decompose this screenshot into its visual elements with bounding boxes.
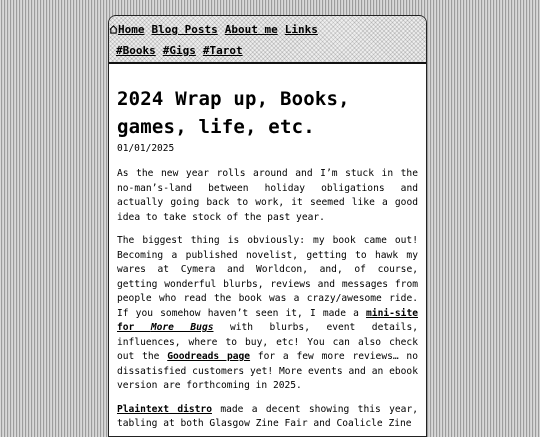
nav-home-link[interactable]: Home: [118, 23, 145, 36]
nav-home-link-wrap[interactable]: [109, 23, 145, 36]
post-paragraph-1: As the new year rolls around and I’m stuck in the no-man’s-land between holiday obligations and actually going back to work, it seemed like a good idea to take stock of the past year.: [117, 168, 418, 223]
page-card: [108, 15, 427, 437]
nav-tags-row: [116, 44, 243, 57]
tag-tarot-link[interactable]: #Tarot: [202, 44, 243, 57]
tag-gigs-link[interactable]: #Gigs: [162, 44, 196, 57]
site-nav: [109, 16, 426, 64]
paragraph-text: for a few more reviews… no dissatisfied customers yet! More events and an ebook version are forthcoming in 2025.: [117, 351, 418, 391]
paragraph-text: with blurbs, event details, influences, where to buy, etc! You can also check out the: [117, 322, 419, 362]
goodreads-link[interactable]: Goodreads page: [167, 351, 251, 362]
nav-links-link[interactable]: Links: [284, 23, 318, 36]
plaintext-distro-link[interactable]: Plaintext distro: [117, 403, 212, 415]
nav-blog-link[interactable]: Blog Posts: [151, 23, 218, 36]
paragraph-text: made a decent showing this year, tabling at both Glasgow Zine Fair and Coalicle Zine: [117, 403, 418, 429]
tag-books-link[interactable]: #Books: [116, 44, 156, 57]
post-date: 01/01/2025: [117, 143, 175, 154]
post-title: 2024 Wrap up, Books, games, life, etc.: [117, 88, 350, 138]
mini-site-link-text: mini-site for: [117, 307, 418, 333]
paragraph-text: The biggest thing is obviously: my book came out! Becoming a published novelist, getting to hawk my wares at Cymera and Worldcon, and, of course, getting wonderful blurbs, reviews and messages from people who read the book was a crazy/awesome ride. If you somehow haven’t seen it, I made a: [117, 235, 418, 319]
home-icon: [109, 25, 118, 34]
nav-about-link[interactable]: About me: [224, 23, 278, 36]
book-title-text: More Bugs: [150, 322, 214, 333]
post-content: [109, 85, 426, 432]
post-paragraph-2: [117, 234, 418, 394]
post-paragraph-3: [117, 403, 418, 432]
nav-main-row: [109, 23, 318, 36]
